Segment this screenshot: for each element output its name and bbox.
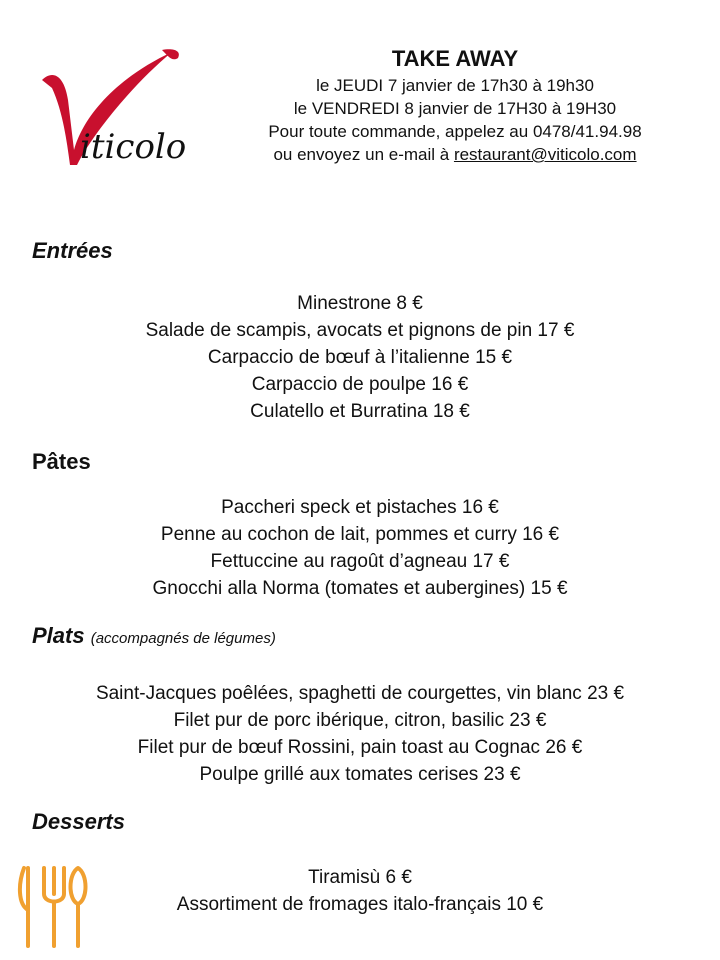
header-phone: Pour toute commande, appelez au 0478/41.94.98 [268,122,642,141]
header-title: TAKE AWAY [391,46,519,71]
menu-item: Poulpe grillé aux tomates cerises 23 € [199,764,521,785]
svg-text:iticolo: iticolo [80,127,187,167]
section-title-entrees: Entrées [32,238,113,263]
take-away-header [210,46,700,166]
pates-list [0,494,720,602]
entrees-list [0,290,720,425]
header-thursday: le JEUDI 7 janvier de 17h30 à 19h30 [316,76,594,95]
section-title-desserts: Desserts [32,809,125,834]
menu-item: Filet pur de bœuf Rossini, pain toast au Cognac 26 € [137,737,583,758]
section-title-pates: Pâtes [32,449,91,474]
desserts-list [0,864,720,918]
plats-note: (accompagnés de légumes) [90,630,276,647]
menu-item: Fettuccine au ragoût d’agneau 17 € [210,551,510,572]
menu-item: Penne au cochon de lait, pommes et curry 16 € [160,524,560,545]
menu-item: Culatello et Burratina 18 € [250,401,470,422]
menu-item: Carpaccio de poulpe 16 € [251,374,469,395]
menu-item: Salade de scampis, avocats et pignons de pin 17 € [145,320,575,341]
email-link[interactable]: restaurant@viticolo.com [453,145,637,164]
cutlery-icon [14,864,94,950]
menu-item: Carpaccio de bœuf à l’italienne 15 € [207,347,513,368]
header-email-line [210,143,700,166]
menu-item: Filet pur de porc ibérique, citron, basilic 23 € [173,710,547,731]
menu-item: Tiramisù 6 € [308,867,412,888]
viticolo-logo [22,40,192,175]
menu-item: Saint-Jacques poêlées, spaghetti de courgettes, vin blanc 23 € [95,683,625,704]
menu-item: Minestrone 8 € [297,293,423,314]
section-title-plats [32,623,276,649]
viticolo-logo-icon [22,40,192,175]
plats-title: Plats [32,623,85,648]
menu-item: Gnocchi alla Norma (tomates et aubergines) 15 € [152,578,568,599]
header-friday: le VENDREDI 8 janvier de 17H30 à 19H30 [293,99,617,118]
header-email-prefix: ou envoyez un e-mail à [273,145,454,164]
plats-list [0,680,720,788]
menu-item: Assortiment de fromages italo-français 10 € [176,894,544,915]
menu-item: Paccheri speck et pistaches 16 € [221,497,499,518]
